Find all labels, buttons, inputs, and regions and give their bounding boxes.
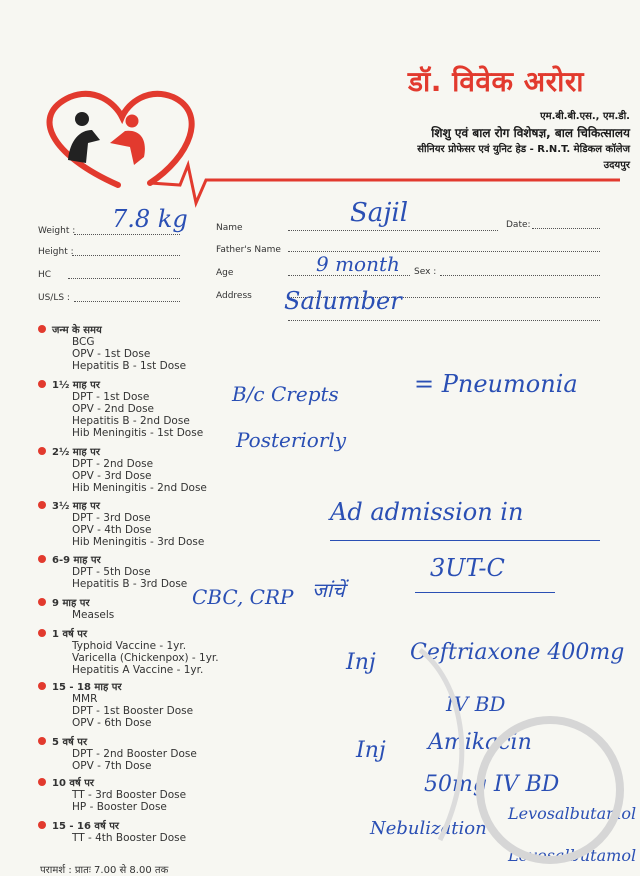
bullet-icon <box>38 778 46 786</box>
vaccine-item: HP - Booster Dose <box>72 801 167 813</box>
rx3-drug: Levosalbutamol <box>508 804 637 823</box>
vaccine-item: Hib Meningitis - 1st Dose <box>72 427 204 439</box>
name-line <box>288 230 498 231</box>
diagnosis: = Pneumonia <box>414 370 578 398</box>
bullet-icon <box>38 501 46 509</box>
clinic-logo <box>30 85 630 225</box>
vaccine-item: BCG <box>72 336 95 348</box>
bullet-icon <box>38 555 46 563</box>
ward-note: 3UT-C <box>430 554 505 582</box>
sex-line <box>440 275 600 276</box>
weight-line <box>74 234 180 235</box>
vaccine-group-title: 1½ माह पर <box>52 380 100 391</box>
rx1-prefix: Inj <box>346 650 376 675</box>
investigations: CBC, CRP <box>192 585 294 609</box>
doctor-city: उदयपुर <box>603 160 630 171</box>
vaccine-group-title: 3½ माह पर <box>52 501 100 512</box>
date-line <box>532 228 600 229</box>
investigations-hindi: जांचें <box>312 578 345 602</box>
consultation-hours: परामर्श : प्रातः 7.00 से 8.00 तक <box>40 865 169 876</box>
vaccine-group <box>38 818 186 844</box>
vaccine-group-title: 2½ माह पर <box>52 447 100 458</box>
vaccine-item: MMR <box>72 693 98 705</box>
vaccine-item: Measels <box>72 609 115 621</box>
vaccine-group <box>38 322 186 372</box>
vaccine-item: OPV - 4th Dose <box>72 524 152 536</box>
vaccine-item: DPT - 3rd Dose <box>72 512 151 524</box>
doctor-specialty: शिशु एवं बाल रोग विशेषज्ञ, बाल चिकित्सालय <box>431 126 630 140</box>
weight-value: 7.8 kg <box>112 205 188 233</box>
vaccine-item: DPT - 5th Dose <box>72 566 151 578</box>
stethoscope-watermark <box>400 640 630 870</box>
father-name-label: Father's Name <box>216 245 281 255</box>
bullet-icon <box>38 380 46 388</box>
bullet-icon <box>38 598 46 606</box>
height-line <box>72 255 180 256</box>
rx2-drug: Amikacin <box>428 730 532 755</box>
vaccine-group <box>38 595 114 621</box>
vaccine-group <box>38 498 204 548</box>
vaccine-item: Varicella (Chickenpox) - 1yr. <box>72 652 219 664</box>
bullet-icon <box>38 325 46 333</box>
bullet-icon <box>38 682 46 690</box>
note-line-1: B/c Crepts <box>232 382 339 406</box>
vaccine-group-title: 5 वर्ष पर <box>52 737 88 748</box>
admission-underline <box>330 540 600 541</box>
vaccine-group <box>38 734 197 772</box>
vaccine-item: Hepatitis B - 3rd Dose <box>72 578 188 590</box>
vaccine-item: OPV - 6th Dose <box>72 717 152 729</box>
vaccine-item: DPT - 1st Booster Dose <box>72 705 194 717</box>
vaccine-item: TT - 3rd Booster Dose <box>72 789 187 801</box>
bullet-icon <box>38 447 46 455</box>
note-line-2: Posteriorly <box>236 428 347 452</box>
doctor-position: सीनियर प्रोफेसर एवं युनिट हेड - R.N.T. मेडिकल कॉलेज <box>417 144 630 155</box>
rx3-drug-repeat: Levosalbutamol <box>508 846 637 865</box>
doctor-name: डॉ. विवेक अरोरा <box>408 65 585 98</box>
vaccine-group-title: 6-9 माह पर <box>52 555 101 566</box>
vaccine-item: DPT - 1st Dose <box>72 391 150 403</box>
vaccine-group <box>38 775 186 813</box>
vaccine-group-title: 15 - 18 माह पर <box>52 682 122 693</box>
vaccine-item: Hepatitis B - 2nd Dose <box>72 415 190 427</box>
vaccine-item: DPT - 2nd Booster Dose <box>72 748 197 760</box>
vaccine-group-title: 9 माह पर <box>52 598 90 609</box>
vaccine-group-title: जन्म के समय <box>52 325 102 336</box>
age-value: 9 month <box>316 252 400 276</box>
rx2-dose: 50mg IV BD <box>424 772 560 797</box>
bullet-icon <box>38 629 46 637</box>
usls-label: US/LS : <box>38 293 70 303</box>
vaccine-group <box>38 444 207 494</box>
vaccine-item: OPV - 1st Dose <box>72 348 151 360</box>
bullet-icon <box>38 821 46 829</box>
vaccine-item: Typhoid Vaccine - 1yr. <box>72 640 187 652</box>
name-value: Sajil <box>350 198 409 228</box>
sex-label: Sex : <box>414 267 437 277</box>
vaccine-item: DPT - 2nd Dose <box>72 458 154 470</box>
hc-line <box>68 278 180 279</box>
vaccine-item: Hib Meningitis - 3rd Dose <box>72 536 205 548</box>
hc-label: HC <box>38 270 52 280</box>
height-label: Height : <box>38 247 74 257</box>
date-label: Date: <box>506 220 531 230</box>
address-line-2 <box>288 320 600 321</box>
weight-label: Weight : <box>38 226 76 236</box>
rx1-drug: Ceftriaxone 400mg <box>410 640 625 665</box>
doctor-degree: एम.बी.बी.एस., एम.डी. <box>540 111 630 122</box>
rx1-route: IV BD <box>446 692 506 716</box>
rx3: Nebulization <box>370 818 487 839</box>
vaccine-group-title: 10 वर्ष पर <box>52 778 94 789</box>
usls-line <box>74 301 180 302</box>
vaccine-group <box>38 679 193 729</box>
vaccine-item: TT - 4th Booster Dose <box>72 832 187 844</box>
heart-children-logo-icon <box>30 85 630 225</box>
vaccine-item: Hib Meningitis - 2nd Dose <box>72 482 207 494</box>
ward-underline <box>415 592 555 593</box>
address-label: Address <box>216 291 252 301</box>
vaccine-item: OPV - 7th Dose <box>72 760 152 772</box>
vaccine-group <box>38 377 203 439</box>
vaccine-group <box>38 552 187 590</box>
rx2-prefix: Inj <box>356 738 386 763</box>
vaccine-item: Hepatitis B - 1st Dose <box>72 360 187 372</box>
admission-note: Ad admission in <box>330 498 524 526</box>
address-value: Salumber <box>284 287 402 315</box>
age-label: Age <box>216 268 234 278</box>
vaccine-group-title: 15 - 16 वर्ष पर <box>52 821 120 832</box>
name-label: Name <box>216 223 243 233</box>
vaccine-group-title: 1 वर्ष पर <box>52 629 88 640</box>
vaccine-group <box>38 626 219 676</box>
bullet-icon <box>38 737 46 745</box>
stethoscope-icon <box>400 640 630 870</box>
vaccine-item: OPV - 3rd Dose <box>72 470 152 482</box>
vaccine-item: Hepatitis A Vaccine - 1yr. <box>72 664 204 676</box>
vaccine-item: OPV - 2nd Dose <box>72 403 155 415</box>
